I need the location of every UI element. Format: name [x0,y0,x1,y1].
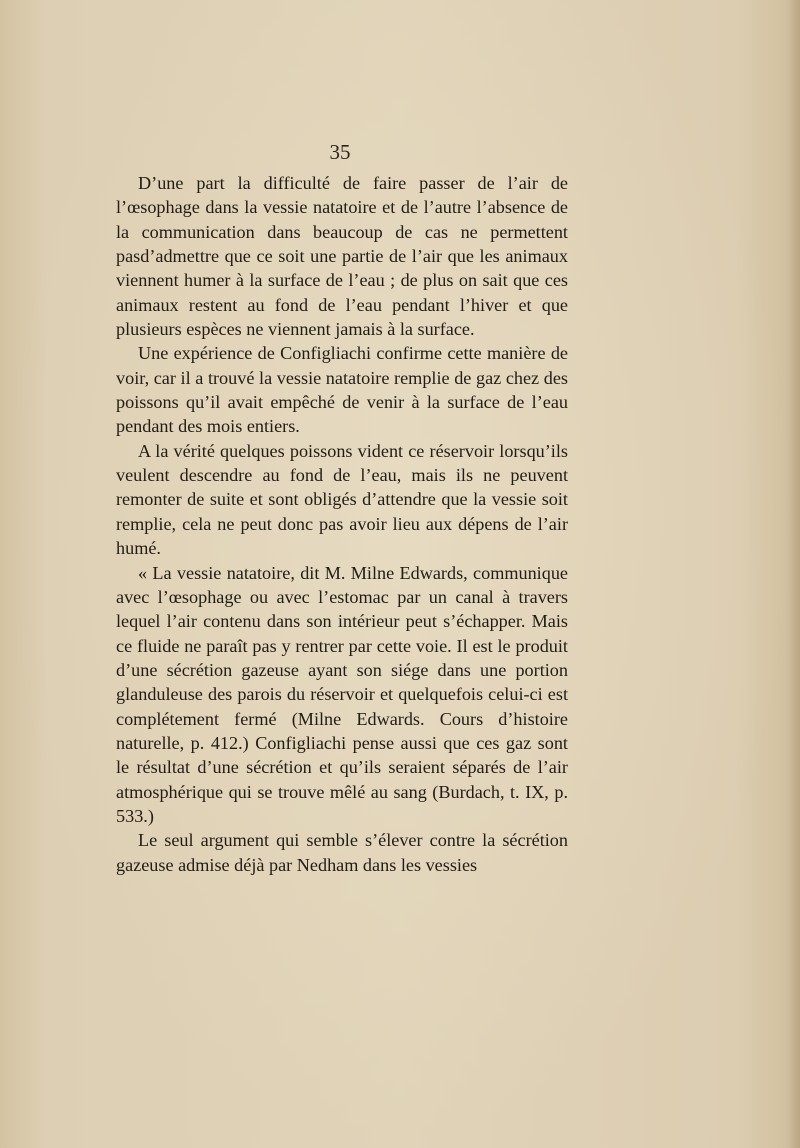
paragraph-2: Une expérience de Configliachi confirme cette manière de voir, car il a trouvé la vessie natatoire remplie de gaz chez des poissons qu’il avait empêché de venir à la surface de l’eau pendant des mois entiers. [116,343,568,437]
paragraph-4: « La vessie natatoire, dit M. Milne Edwards, communique avec l’œsophage ou avec l’estomac par un canal à travers lequel l’air contenu dans son intérieur peut s’échapper. Mais ce fluide ne paraît pas y rentrer par cette voie. Il est le produit d’une sécrétion gazeuse ayant son siége dans une portion glanduleuse des parois du réservoir et quelquefois celui-ci est complétement fermé (Milne Edwards. Cours d’histoire naturelle, p. 412.) Configliachi pense aussi que ces gaz sont le résultat d’une sécrétion et qu’ils seraient séparés de l’air atmosphérique qui se trouve mêlé au sang (Burdach, t. IX, p. 533.) [116,562,568,826]
paragraph-3: A la vérité quelques poissons vident ce réservoir lorsqu’ils veulent descendre au fond de l’eau, mais ils ne peuvent remonter de suite et sont obligés d’attendre que la vessie soit remplie, cela ne peut donc pas avoir lieu aux dépens de l’air humé. [116,440,568,559]
page-edge-shadow [786,0,800,1148]
page-number: 35 [329,140,351,164]
body-text [116,171,568,877]
paragraph-5: Le seul argument qui semble s’élever contre la sécrétion gazeuse admise déjà par Nedham dans les vessies [116,830,568,875]
paragraph-1: D’une part la difficulté de faire passer de l’air de l’œsophage dans la vessie natatoire et de l’autre l’absence de la communication dans beaucoup de cas ne permettent pasd’admettre que ce soit une partie de l’air que les animaux viennent humer à la surface de l’eau ; de plus on sait que ces animaux restent au fond de l’eau pendant l’hiver et que plusieurs espèces ne viennent jamais à la surface. [116,173,568,340]
